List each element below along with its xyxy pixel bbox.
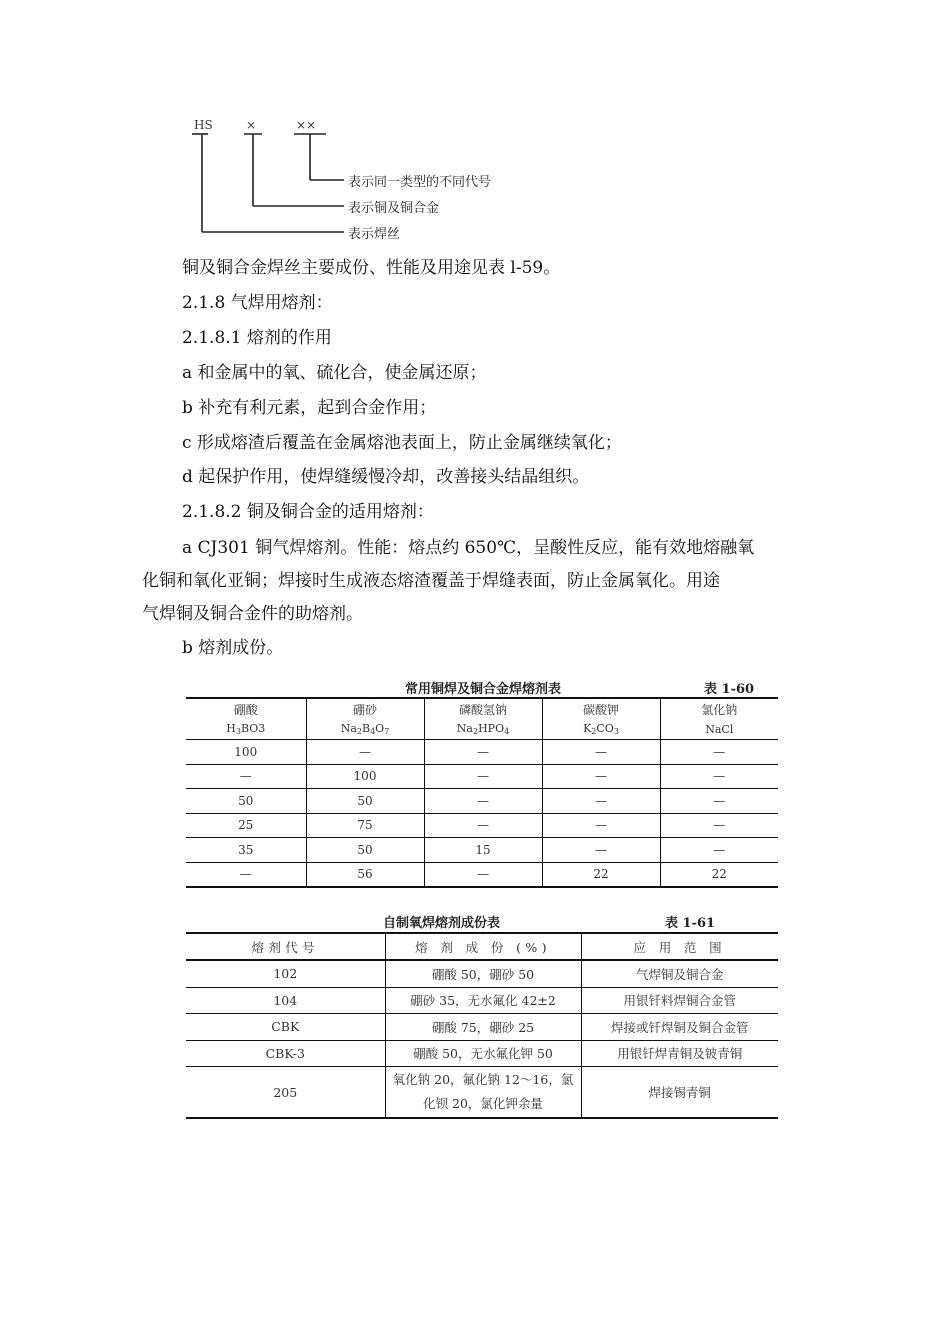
table-61-number: 表 1-61 — [665, 916, 716, 931]
table-cell: — — [542, 813, 660, 838]
table-cell: 205 — [186, 1067, 385, 1119]
table-cell: 100 — [186, 740, 306, 765]
table-row — [186, 1014, 778, 1041]
table-cell: 硼酸 50，无水氟化钾 50 — [385, 1040, 581, 1067]
table-60-header: 硼砂 — [306, 698, 424, 719]
diagram-label-copper-alloy: 表示铜及铜合金 — [348, 201, 440, 216]
table-cell: 56 — [306, 862, 424, 887]
table-cell: 硼酸 50，硼砂 50 — [385, 960, 581, 987]
table-cell: — — [542, 838, 660, 863]
diagram-label-welding-wire: 表示焊丝 — [348, 227, 401, 242]
table-row — [186, 813, 778, 838]
table-cell: — — [424, 740, 542, 765]
table-cell: — — [660, 764, 778, 789]
paragraph-composition-ref: 铜及铜合金焊丝主要成份、性能及用途见表 l-59。 — [182, 258, 561, 278]
list-item-flux-composition: b 熔剂成份。 — [182, 638, 284, 658]
table-cell: — — [424, 764, 542, 789]
table-cell: CBK — [186, 1014, 385, 1041]
table-cell: 15 — [424, 838, 542, 863]
table-60-header: 氯化钠 — [660, 698, 778, 719]
table-60-formula-row — [186, 719, 778, 740]
table-cell: 25 — [186, 813, 306, 838]
table-cell: — — [424, 862, 542, 887]
list-item-d: d 起保护作用，使焊缝缓慢冷却，改善接头结晶组织。 — [182, 467, 590, 487]
heading-2-1-8-1: 2.1.8.1 熔剂的作用 — [182, 328, 332, 348]
table-cell: — — [542, 789, 660, 814]
table-homemade-flux — [186, 932, 778, 1119]
table-60-header: 磷酸氢钠 — [424, 698, 542, 719]
table-cell: — — [424, 813, 542, 838]
table-cell: — — [660, 838, 778, 863]
table-row — [186, 987, 778, 1014]
table-cell: — — [424, 789, 542, 814]
table-60-formula: $K_2CO_3$ — [542, 719, 660, 740]
table-cell: CBK-3 — [186, 1040, 385, 1067]
table-cell: 100 — [306, 764, 424, 789]
list-item-c: c 形成熔渣后覆盖在金属熔池表面上，防止金属继续氧化； — [182, 433, 622, 453]
table-cell: 50 — [186, 789, 306, 814]
table-cell: — — [542, 764, 660, 789]
table-cell: 焊接锡青铜 — [581, 1067, 778, 1119]
table-61-header-row — [186, 933, 778, 960]
table-cell: — — [186, 862, 306, 887]
table-cell: — — [660, 813, 778, 838]
table-61-header: 熔 剂 成 份 (%) — [385, 933, 581, 960]
table-60-header-row — [186, 698, 778, 719]
table-60-formula: NaCl — [660, 719, 778, 740]
table-cell: 用银钎料焊铜合金管 — [581, 987, 778, 1014]
table-row — [186, 789, 778, 814]
diagram-label-type-code: 表示同一类型的不同代号 — [348, 175, 492, 190]
table-60-number: 表 1-60 — [704, 682, 755, 697]
table-cell: 氧化钠 20，氟化钠 12～16，氯化钡 20，氯化钾余量 — [385, 1067, 581, 1119]
list-item-b: b 补充有利元素，起到合金作用； — [182, 398, 437, 418]
list-item-a: a 和金属中的氧、硫化合，使金属还原； — [182, 363, 487, 383]
table-cell: 50 — [306, 838, 424, 863]
heading-2-1-8: 2.1.8 气焊用熔剂： — [182, 293, 333, 313]
table-cell: 22 — [542, 862, 660, 887]
paragraph-cj301-line-2: 化铜和氧化亚铜；焊接时生成液态熔渣覆盖于焊缝表面，防止金属氧化。用途 — [142, 571, 720, 591]
table-cell: — — [186, 764, 306, 789]
table-60-header: 碳酸钾 — [542, 698, 660, 719]
table-cell: 用银钎焊青铜及铍青铜 — [581, 1040, 778, 1067]
table-cell: 104 — [186, 987, 385, 1014]
table-61-header: 熔剂代号 — [186, 933, 385, 960]
table-cell: — — [306, 740, 424, 765]
table-cell: 35 — [186, 838, 306, 863]
table-cell: 102 — [186, 960, 385, 987]
table-61-title: 自制氧焊熔剂成份表 — [383, 916, 501, 931]
table-cell: 22 — [660, 862, 778, 887]
diagram-connector-lines — [186, 116, 356, 241]
table-60-formula: $H_3BO3$ — [186, 719, 306, 740]
table-cell: 75 — [306, 813, 424, 838]
paragraph-cj301 — [142, 532, 810, 631]
table-row — [186, 960, 778, 987]
table-row — [186, 1040, 778, 1067]
diagram-code-x1: × — [246, 118, 257, 132]
diagram-code-hs: HS — [194, 118, 213, 132]
table-cell: 气焊铜及铜合金 — [581, 960, 778, 987]
table-copper-flux — [186, 697, 778, 888]
welding-wire-code-diagram — [186, 116, 526, 246]
table-row — [186, 740, 778, 765]
table-cell: 硼酸 75，硼砂 25 — [385, 1014, 581, 1041]
table-row — [186, 764, 778, 789]
table-60-title: 常用铜焊及铜合金焊熔剂表 — [405, 682, 562, 697]
paragraph-cj301-line-1: a CJ301 铜气焊熔剂。性能：熔点约 650℃，呈酸性反应，能有效地熔融氧 — [182, 538, 755, 558]
table-cell: 硼砂 35，无水氟化 42±2 — [385, 987, 581, 1014]
table-61-header: 应 用 范 围 — [581, 933, 778, 960]
table-row — [186, 862, 778, 887]
table-row — [186, 838, 778, 863]
table-row — [186, 1067, 778, 1119]
table-cell: 焊接或钎焊铜及铜合金管 — [581, 1014, 778, 1041]
table-cell: 50 — [306, 789, 424, 814]
table-cell: — — [542, 740, 660, 765]
paragraph-cj301-line-3: 气焊铜及铜合金件的助熔剂。 — [142, 604, 363, 624]
table-60-formula: $Na_2HPO_4$ — [424, 719, 542, 740]
table-cell: — — [660, 789, 778, 814]
diagram-code-x2: ×× — [296, 118, 317, 132]
table-60-header: 硼酸 — [186, 698, 306, 719]
table-cell: — — [660, 740, 778, 765]
heading-2-1-8-2: 2.1.8.2 铜及铜合金的适用熔剂： — [182, 502, 434, 522]
table-60-formula: $Na_2B_4O_7$ — [306, 719, 424, 740]
